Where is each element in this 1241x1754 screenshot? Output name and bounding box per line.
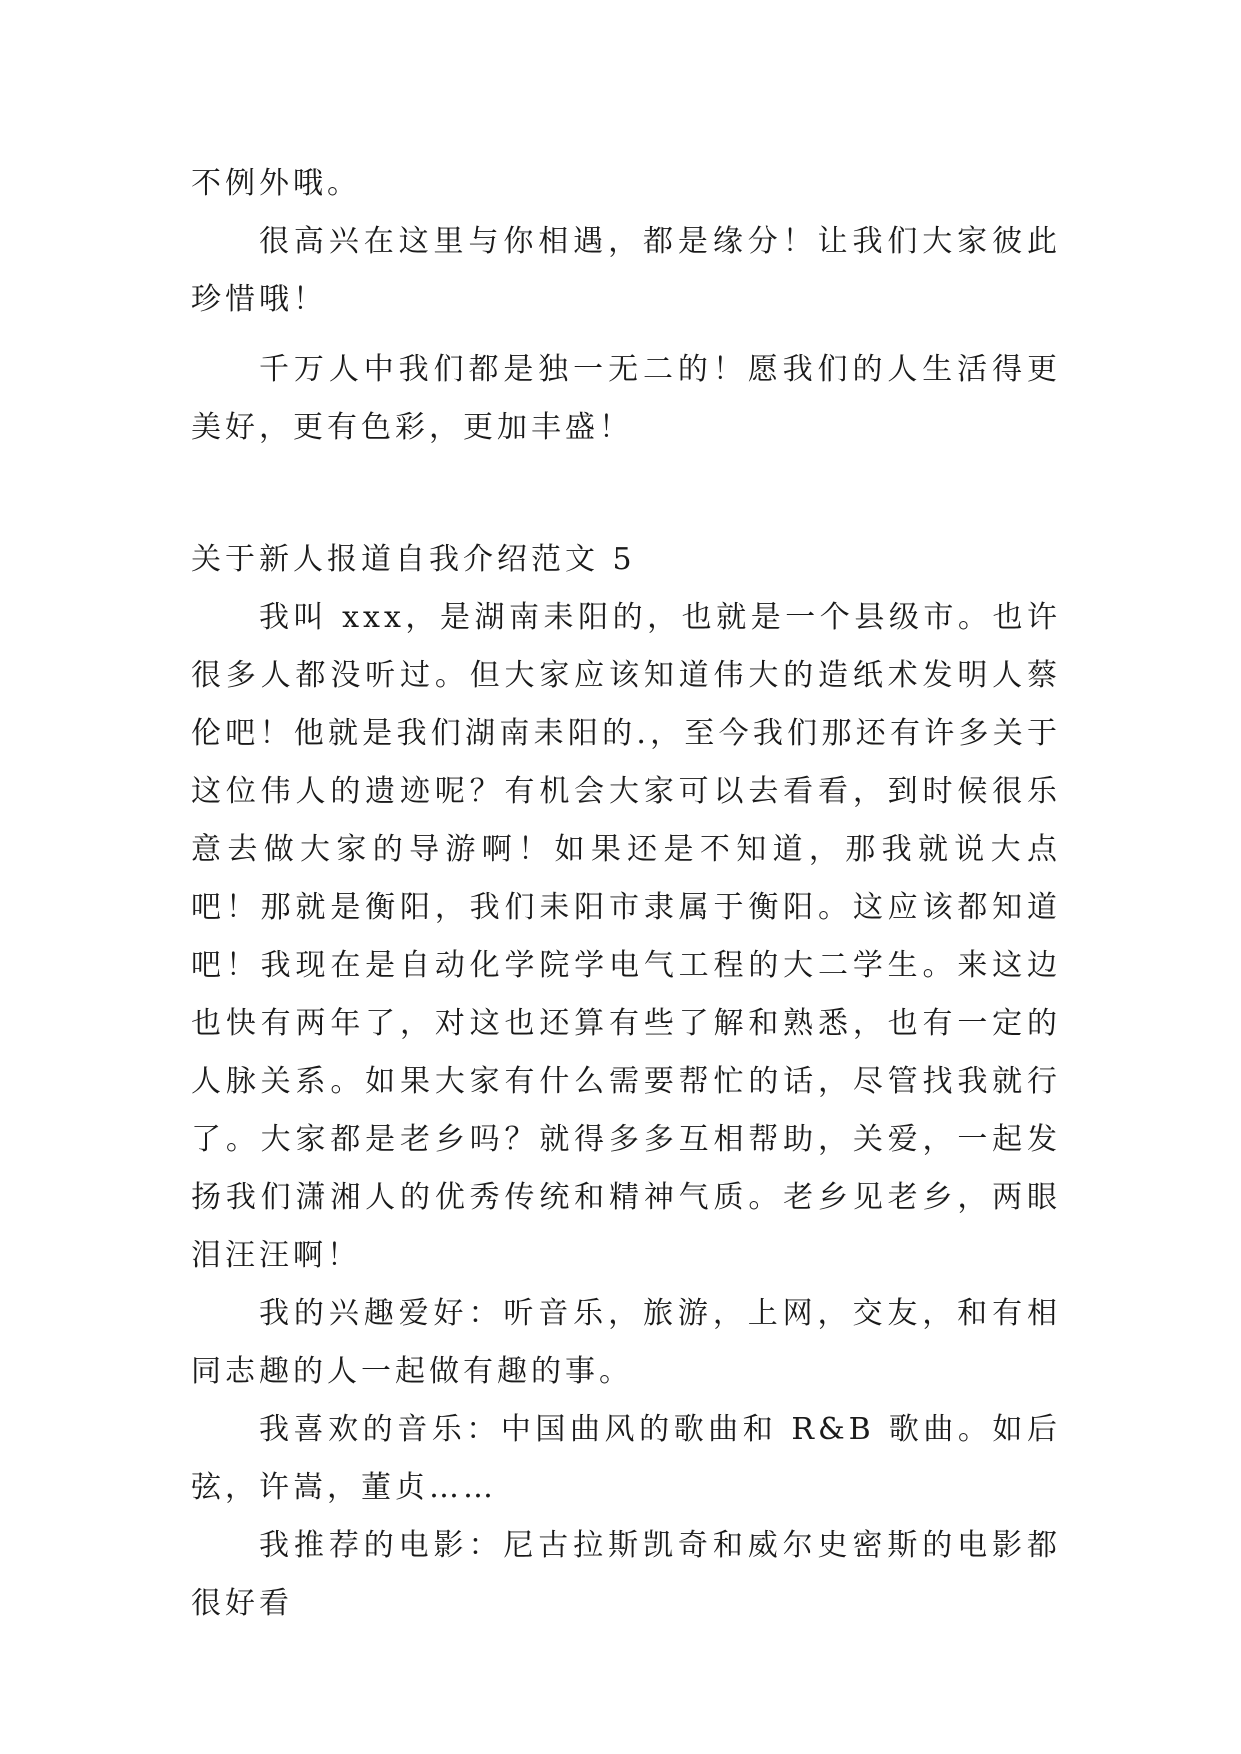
intro-tail-paragraph-2: 很高兴在这里与你相遇，都是缘分！让我们大家彼此珍惜哦！ (191, 224, 1061, 317)
section-paragraph-1: 我叫 xxx，是湖南耒阳的，也就是一个县级市。也许很多人都没听过。但大家应该知道伟大的造纸术发明人蔡伦吧！他就是我们湖南耒阳的.，至今我们那还有许多关于这位伟人的遗迹呢？有机会大家可以去看看，到时候很乐意去做大家的导游啊！如果还是不知道，那我就说大点吧！那就是衡阳，我们耒阳市隶属于衡阳。这应该都知道吧！我现在是自动化学院学电气工程的大二学生。来这边也快有两年了，对这也还算有些了解和熟悉，也有一定的人脉关系。如果大家有什么需要帮忙的话，尽管找我就行了。大家都是老乡吗？就得多多互相帮助，关爱，一起发扬我们潇湘人的优秀传统和精神气质。老乡见老乡，两眼泪汪汪啊！ (191, 600, 1061, 1273)
section-paragraph-3: 我喜欢的音乐：中国曲风的歌曲和 R&B 歌曲。如后弦，许嵩，董贞…… (191, 1412, 1061, 1505)
document-body (191, 155, 1061, 1633)
section-paragraph-2: 我的兴趣爱好：听音乐，旅游，上网，交友，和有相同志趣的人一起做有趣的事。 (191, 1296, 1061, 1389)
intro-tail-paragraph-1: 不例外哦。 (191, 166, 361, 201)
intro-tail-paragraph-3: 千万人中我们都是独一无二的！愿我们的人生活得更美好，更有色彩，更加丰盛！ (191, 352, 1061, 445)
section-heading: 关于新人报道自我介绍范文 5 (191, 542, 636, 577)
section-paragraph-4: 我推荐的电影：尼古拉斯凯奇和威尔史密斯的电影都很好看 (191, 1528, 1061, 1621)
